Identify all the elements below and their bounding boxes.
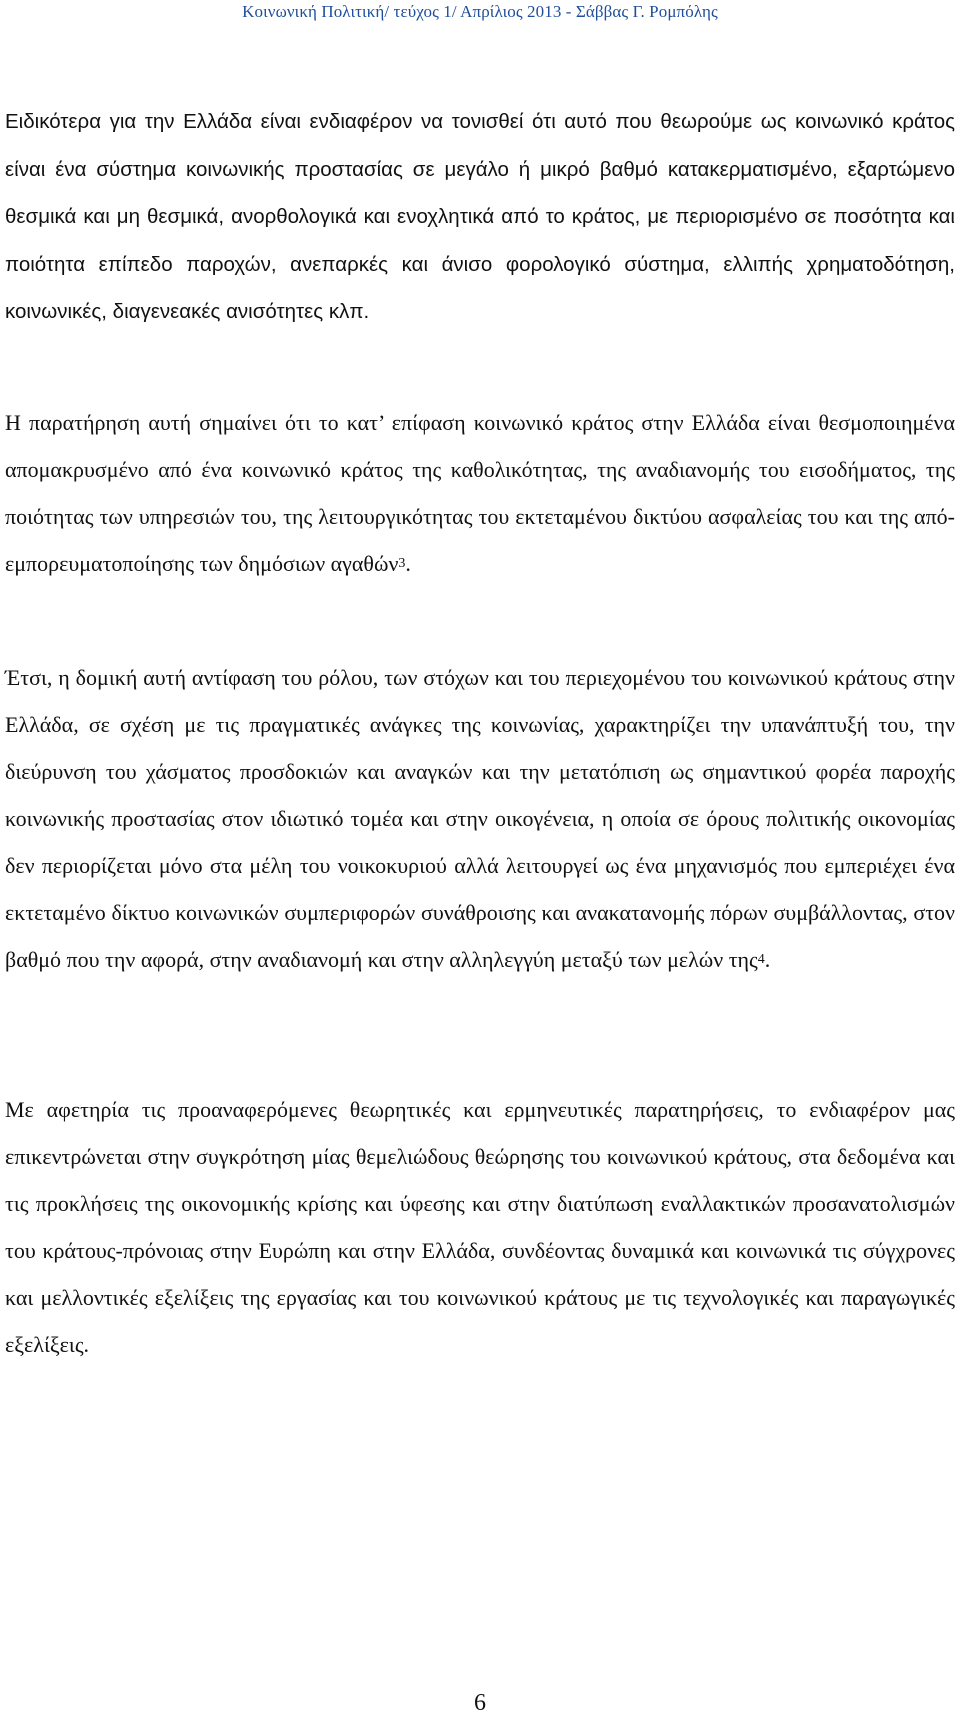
paragraph-end: .: [764, 947, 771, 972]
footnote-ref-3[interactable]: 3: [398, 556, 406, 571]
body-paragraph-1: Ειδικότερα για την Ελλάδα είναι ενδιαφέρον να τονισθεί ότι αυτό που θεωρούμε ως κοινωνικό κράτος είναι ένα σύστημα κοινωνικής προστασίας σε μεγάλο ή μικρό βαθμό κατακερματισμένο, εξαρτώμενο θεσμικά και μη θεσμικά, ανορθολογικά και ενοχλητικά από το κράτος, με περιορισμένο σε ποσότητα και ποιότητα επίπεδο παροχών, ανεπαρκές και άνισο φορολογικό σύστημα, ελλιπής χρηματοδότηση, κοινωνικές, διαγενεακές ανισότητες κλπ.: [5, 110, 955, 323]
footnote-ref-4[interactable]: 4: [757, 952, 765, 967]
body-paragraph-2: [5, 399, 955, 587]
paragraph-end: .: [405, 551, 411, 576]
paragraph-text: Η παρατήρηση αυτή σημαίνει ότι το κατ’ επίφαση κοινωνικό κράτος στην Ελλάδα είναι θεσμοποιημένα απομακρυσμένο από ένα κοινωνικό κράτος της καθολικότητας, της αναδιανομής του εισοδήματος, της ποιότητας των υπηρεσιών του, της λειτουργικότητας του εκτεταμένου δικτύου ασφαλείας του και της από-εμπορευματοποίησης των δημόσιων αγαθών: [5, 410, 955, 576]
body-paragraph-3: [5, 654, 955, 983]
page-number: 6: [474, 1690, 486, 1716]
paragraph-text: Έτσι, η δομική αυτή αντίφαση του ρόλου, των στόχων και του περιεχομένου του κοινωνικού κράτους στην Ελλάδα, σε σχέση με τις πραγματικές ανάγκες της κοινωνίας, χαρακτηρίζει την υπανάπτυξή του, την διεύρυνση του χάσματος προσδοκιών και αναγκών και την μετατόπιση ως σημαντικού φορέα παροχής κοινωνικής προστασίας στον ιδιωτικό τομέα και στην οικογένεια, η οποία σε όρους πολιτικής οικονομίας δεν περιορίζεται μόνο στα μέλη του νοικοκυριού αλλά λειτουργεί ως ένα μηχανισμός που εμπεριέχει ένα εκτεταμένο δίκτυο κοινωνικών συμπεριφορών συνάθροισης και ανακατανομής πόρων συμβάλλοντας, στον βαθμό που την αφορά, στην αναδιανομή και στην αλληλεγγύη μεταξύ των μελών της: [5, 665, 955, 972]
body-paragraph-4: Με αφετηρία τις προαναφερόμενες θεωρητικές και ερμηνευτικές παρατηρήσεις, το ενδιαφέρον μας επικεντρώνεται στην συγκρότηση μίας θεμελιώδους θεώρησης του κοινωνικού κράτους, στα δεδομένα και τις προκλήσεις της οικονομικής κρίσης και ύφεσης και στην διατύπωση εναλλακτικών προσανατολισμών του κράτους-πρόνοιας στην Ευρώπη και στην Ελλάδα, συνδέοντας δυναμικά και κοινωνικά τις σύγχρονες και μελλοντικές εξελίξεις της εργασίας και του κοινωνικού κράτους με τις τεχνολογικές και παραγωγικές εξελίξεις.: [5, 1097, 955, 1357]
running-header: Κοινωνική Πολιτική/ τεύχος 1/ Απρίλιος 2013 - Σάββας Γ. Ρομπόλης: [242, 2, 718, 21]
